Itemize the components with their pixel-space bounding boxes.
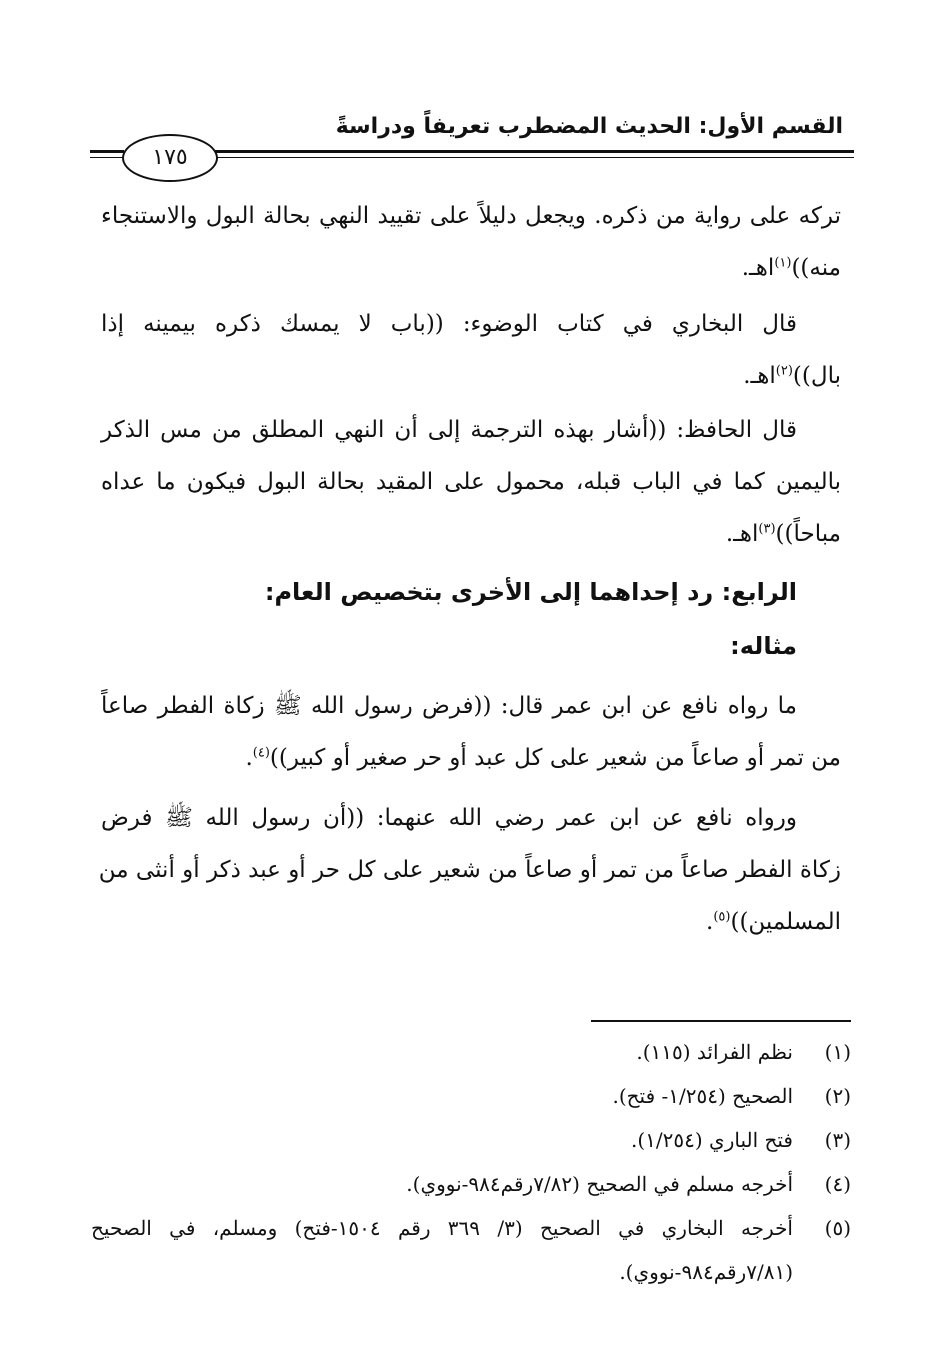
paragraph-line <box>101 508 841 560</box>
section-heading: الرابع: رد إحداهما إلى الأخرى بتخصيص العام: <box>264 578 797 606</box>
quote-end: المسلمين)) <box>730 909 841 935</box>
paragraph-line <box>101 242 841 294</box>
footnote-number: (١) <box>824 1040 851 1064</box>
paragraph-line: ما رواه نافع عن ابن عمر قال: ((فرض رسول الله ﷺ زكاة الفطر صاعاً <box>101 693 797 719</box>
footnote-text: نظم الفرائد (١١٥). <box>636 1040 793 1064</box>
footnote-ref: (٤) <box>252 745 270 761</box>
quote-end: بال)) <box>792 363 841 389</box>
footnote-number: (٢) <box>824 1084 851 1108</box>
paragraph-4 <box>101 680 841 784</box>
paragraph-line: قال البخاري في كتاب الوضوء: ((باب لا يمسك ذكره بيمينه إذا <box>101 311 797 337</box>
footnote-ref: (١) <box>774 255 792 271</box>
ending-text: اهـ. <box>741 255 775 281</box>
example-heading: مثاله: <box>730 632 797 660</box>
footnote-item <box>91 1162 851 1206</box>
quote-end: منه)) <box>791 255 841 281</box>
footnote-item <box>91 1206 851 1250</box>
paragraph-line: باليمين كما في الباب قبله، محمول على المقيد بحالة البول فيكون ما عداه <box>101 469 841 495</box>
paragraph-line <box>101 896 841 948</box>
footnote-item <box>91 1074 851 1118</box>
page-number: ١٧٥ <box>122 134 218 182</box>
header-rule-left-top <box>90 150 124 153</box>
paragraph-1 <box>101 190 841 294</box>
footnote-text: أخرجه مسلم في الصحيح (٧/٨٢رقم٩٨٤-نووي). <box>406 1172 793 1196</box>
quote-end: من تمر أو صاعاً من شعير على كل عبد أو حر صغير أو كبير)) <box>269 745 841 771</box>
footnote-text: الصحيح (١/٢٥٤- فتح). <box>612 1084 793 1108</box>
footnote-number: (٣) <box>824 1128 851 1152</box>
footnote-ref: (٣) <box>758 521 776 537</box>
paragraph-line: ورواه نافع عن ابن عمر رضي الله عنهما: ((أن رسول الله ﷺ فرض <box>101 805 797 831</box>
footnote-text: (٧/٨١رقم٩٨٤-نووي). <box>619 1260 793 1284</box>
footnote-number: (٤) <box>824 1172 851 1196</box>
paragraph-5 <box>98 792 841 948</box>
paragraph-3 <box>101 404 841 560</box>
footnote-item <box>91 1118 851 1162</box>
quote-end: مباحاً)) <box>775 521 841 547</box>
footnote-text: فتح الباري (١/٢٥٤). <box>630 1128 793 1152</box>
footnote-ref: (٢) <box>775 363 793 379</box>
paragraph-line: زكاة الفطر صاعاً من تمر أو صاعاً من شعير على كل حر أو عبد ذكر أو أنثى من <box>98 857 841 883</box>
header-rule-bottom <box>214 157 854 158</box>
footnote-ref: (٥) <box>713 909 731 925</box>
paragraph-line <box>101 350 841 402</box>
paragraph-line <box>101 732 841 784</box>
paragraph-2 <box>101 298 841 402</box>
paragraph-line: تركه على رواية من ذكره. ويجعل دليلاً على تقييد النهي بحالة البول والاستنجاء <box>101 203 841 229</box>
ending-text: . <box>706 909 714 935</box>
ending-text: اهـ. <box>743 363 776 389</box>
footnote-number: (٥) <box>824 1216 851 1240</box>
header-rule-left-bottom <box>90 157 124 158</box>
running-title: القسم الأول: الحديث المضطرب تعريفاً ودراسةً <box>335 114 843 139</box>
header-rule-top <box>214 150 854 153</box>
ending-text: . <box>245 745 253 771</box>
ending-text: اهـ. <box>725 521 759 547</box>
footnotes <box>91 1030 851 1294</box>
paragraph-line: قال الحافظ: ((أشار بهذه الترجمة إلى أن النهي المطلق من مس الذكر <box>101 417 797 443</box>
footnote-number-spacer <box>793 1250 851 1294</box>
footnote-item-continuation <box>91 1250 851 1294</box>
footnote-item <box>91 1030 851 1074</box>
footnote-separator <box>591 1020 851 1022</box>
footnote-text: أخرجه البخاري في الصحيح (٣/ ٣٦٩ رقم ١٥٠٤-فتح) ومسلم، في الصحيح <box>91 1216 793 1240</box>
